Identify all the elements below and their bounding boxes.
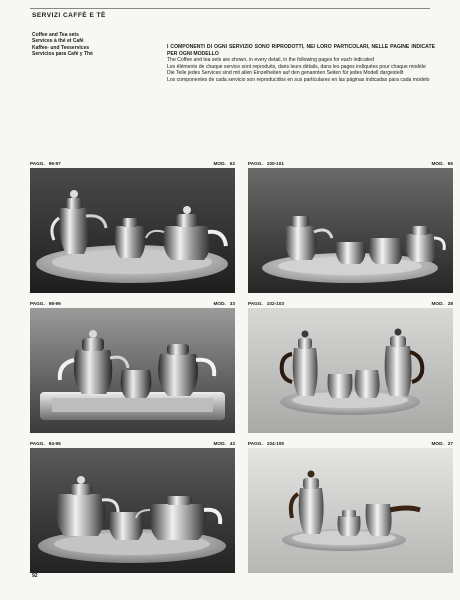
intro-german: Die Teile jedes Services sind mit allen Einzelheiten auf den genannten Seiten für jedes Modell dargestellt: [167, 70, 404, 76]
model-label: MOD.: [431, 441, 444, 446]
plate-caption: [30, 440, 235, 447]
pages-number: 98-99: [48, 301, 61, 306]
section-title: SERVIZI CAFFÈ E TÈ: [32, 12, 106, 19]
intro-italian: I COMPONENTI DI OGNI SERVIZIO SONO RIPRODOTTI, NEI LORO PARTICOLARI, NELLE PAGINE INDICATE PER OGNI MODELLO: [167, 44, 435, 57]
subtitle-german: Kaffee- und Teeservices: [32, 44, 90, 51]
coffee-tea-set-photo: [30, 448, 235, 573]
coffee-tea-set-photo: [248, 448, 453, 573]
coffee-tea-set-photo: [248, 308, 453, 433]
plate-5: [30, 440, 235, 573]
intro-spanish: Los componentes de cada servicio son reproducidos en sus particulares en las páginas indicadas para cada modelo: [167, 76, 430, 83]
pages-label: PAGG.: [248, 161, 263, 166]
pages-label: PAGG.: [248, 301, 263, 306]
page-number: 92: [32, 573, 38, 579]
plate-4: [248, 300, 453, 433]
pages-number: 100-101: [266, 161, 284, 166]
model-number: 33: [229, 301, 235, 306]
pages-number: 104-105: [266, 441, 284, 446]
intro-text: [167, 44, 435, 83]
pages-label: PAGG.: [248, 441, 263, 446]
pages-number: 94-95: [48, 441, 61, 446]
plate-caption: [248, 160, 453, 167]
model-number: 65: [447, 161, 453, 166]
model-label: MOD.: [431, 161, 444, 166]
model-label: MOD.: [213, 301, 226, 306]
pages-number: 102-103: [266, 301, 284, 306]
plate-3: [30, 300, 235, 433]
subtitle-spanish: Servicios para Café y Thè: [32, 51, 93, 58]
intro-french: Les éléments de chaque service sont reproduits, dans leurs détails, dans les pages indiquées pour chaque modèle: [167, 63, 426, 70]
model-number: 27: [447, 441, 453, 446]
coffee-tea-set-photo: [30, 168, 235, 293]
subtitle-english: Coffee and Tea sets: [32, 32, 79, 38]
intro-english: The Coffee and tea sets are shown, in every detail, in the following pages for each indicated: [167, 57, 374, 63]
header-rule: [30, 8, 430, 9]
section-subtitles: [32, 32, 152, 58]
plate-1: [30, 160, 235, 293]
model-label: MOD.: [431, 301, 444, 306]
pages-number: 96-97: [48, 161, 61, 166]
plate-caption: [248, 300, 453, 307]
model-label: MOD.: [213, 161, 226, 166]
subtitle-french: Services à thé et Café: [32, 38, 84, 45]
plate-caption: [30, 160, 235, 167]
pages-label: PAGG.: [30, 441, 45, 446]
coffee-tea-set-photo: [30, 308, 235, 433]
model-number: 28: [447, 301, 453, 306]
coffee-tea-set-photo: [248, 168, 453, 293]
pages-label: PAGG.: [30, 161, 45, 166]
model-number: 43: [229, 441, 235, 446]
model-label: MOD.: [213, 441, 226, 446]
plate-2: [248, 160, 453, 293]
plate-caption: [30, 300, 235, 307]
plate-6: [248, 440, 453, 573]
model-number: 62: [229, 161, 235, 166]
plate-caption: [248, 440, 453, 447]
pages-label: PAGG.: [30, 301, 45, 306]
